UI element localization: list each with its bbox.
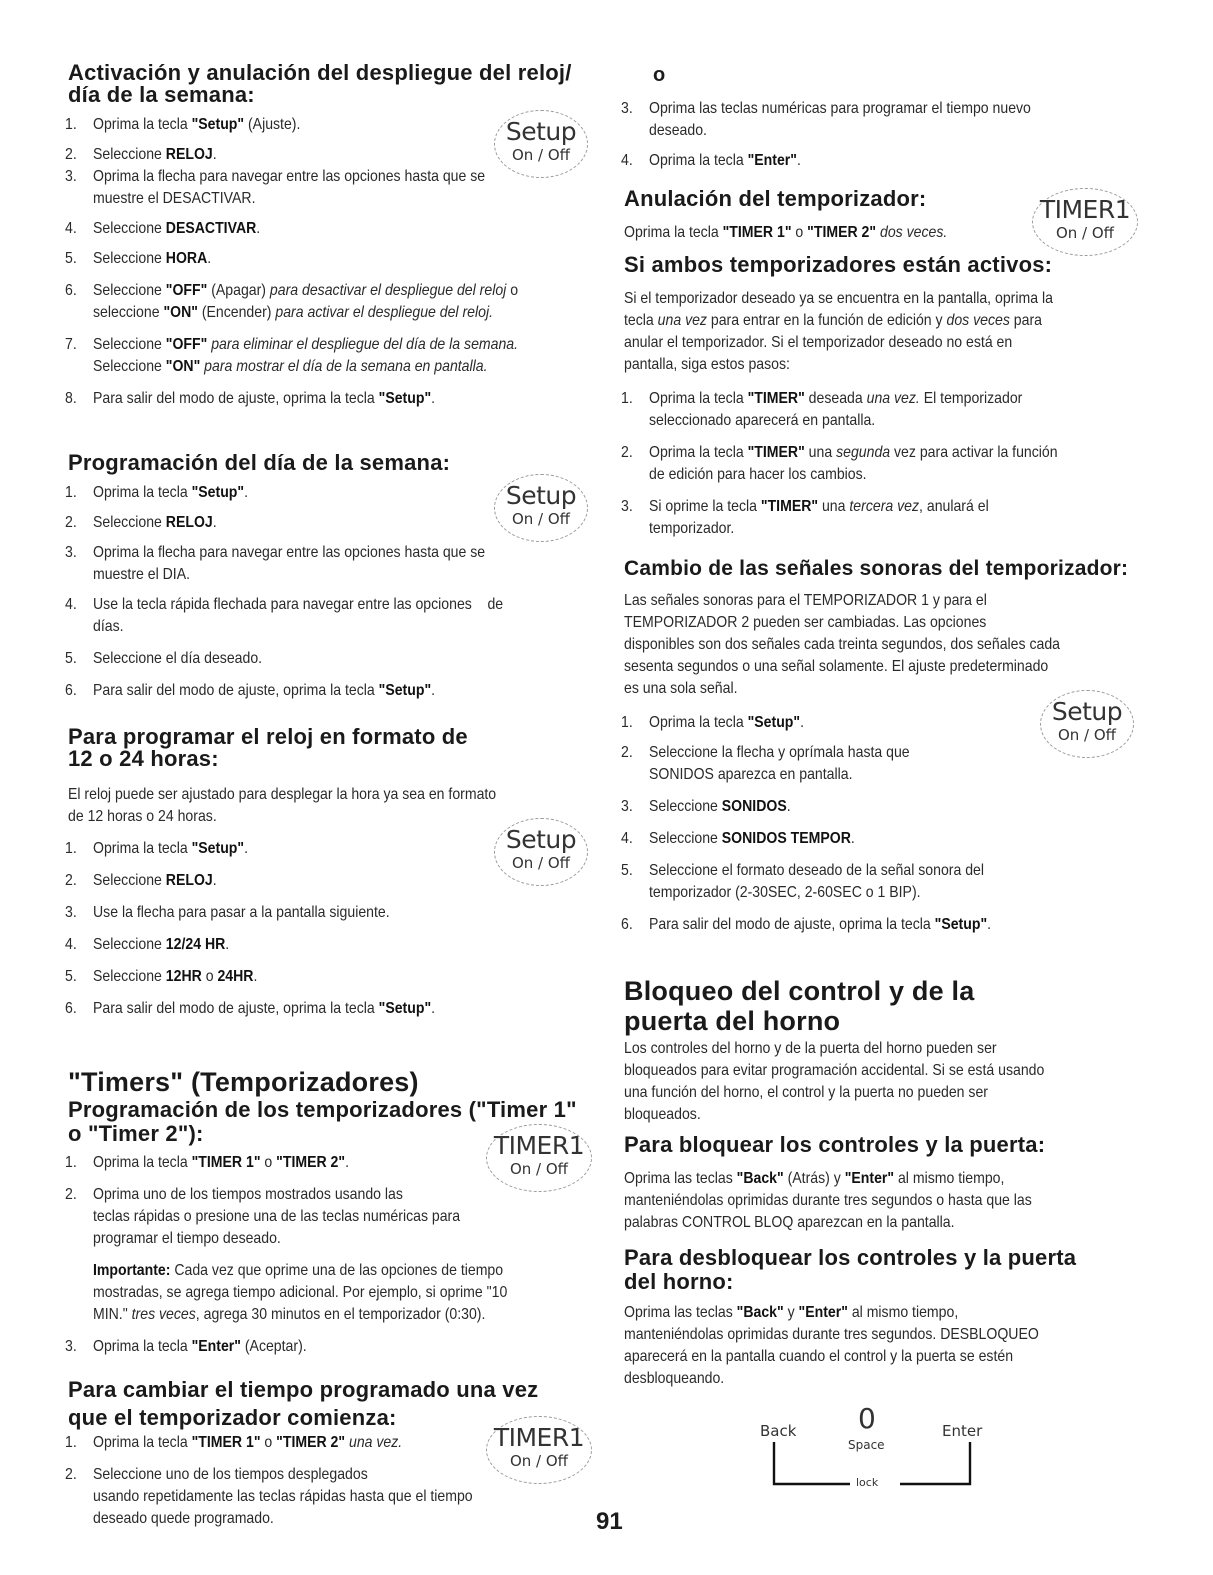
list-item-text: Seleccione el formato deseado de la señal sonora del temporizador (2-30SEC, 2-60SEC o 1 BIP). [649,862,985,901]
list-item-number: 1. [65,840,77,857]
heading-cancel-timer: Anulación del temporizador: [624,186,927,211]
list-item-number: 2. [65,1466,77,1483]
lock-key-label: lock [856,1476,879,1489]
stray-o-text: o [653,64,666,86]
lock-bracket-lines [772,1438,972,1488]
heading-12-24-format: Para programar el reloj en formato de 12 o 24 horas: [68,724,468,771]
list-item-number: 7. [65,336,77,353]
text-lock-controls: Oprima las teclas "Back" (Atrás) y "Enter" al mismo tiempo, manteniéndolas oprimidas durante tres segundos o hasta que las palabras CONTROL BLOQ aparezcan en la pantalla. [624,1170,1032,1231]
list-item-text: Seleccione RELOJ. [93,146,217,163]
list-item-number: 3. [65,1338,77,1355]
heading-unlock-controls: Para desbloquear los controles y la puerta del horno: [624,1245,1077,1294]
back-key-label: Back [760,1422,797,1440]
list-item-text: Si oprime la tecla "TIMER" una tercera vez, anulará el temporizador. [649,498,989,537]
list-item-text: Oprima la tecla "TIMER 1" o "TIMER 2". [93,1154,349,1171]
list-item-text: Oprima la tecla "Enter" (Aceptar). [93,1338,307,1355]
list-item-number: 1. [65,484,77,501]
list-item-text: Para salir del modo de ajuste, oprima la tecla "Setup". [93,1000,436,1017]
heading-both-timers: Si ambos temporizadores están activos: [624,252,1053,277]
list-item-text: Seleccione la flecha y oprímala hasta que SONIDOS aparezca en pantalla. [649,744,910,783]
list-item-text: Oprima la tecla "Setup". [93,484,248,501]
setup-button-illustration: Setup On / Off [494,110,588,178]
list-item-text: Seleccione SONIDOS. [649,798,791,815]
heading-timer-programming: Programación de los temporizadores ("Timer 1" o "Timer 2"): [68,1097,577,1146]
space-key-label: Space [848,1438,885,1452]
list-item-number: 4. [65,936,77,953]
list-item-number: 2. [621,744,633,761]
list-item-number: 2. [65,514,77,531]
list-item-number: 2. [65,1186,77,1203]
list-item-number: 3. [65,544,77,561]
list-item-number: 3. [621,798,633,815]
list-item-text: Oprima la tecla "TIMER" una segunda vez para activar la función de edición para hacer los cambios. [649,444,1058,483]
list-item-number: 8. [65,390,77,407]
list-item-number: 3. [65,904,77,921]
text-cancel-timer: Oprima la tecla "TIMER 1" o "TIMER 2" dos veces. [624,224,948,241]
list-item-number: 5. [621,862,633,879]
list-item-number: 5. [65,650,77,667]
heading-timer-sounds: Cambio de las señales sonoras del temporizador: [624,557,1129,580]
setup-button-illustration: Setup On / Off [494,818,588,886]
timer-button-illustration: TIMER1 On / Off [486,1124,592,1192]
heading-change-timer: Para cambiar el tiempo programado una vez que el temporizador comienza: [68,1377,539,1430]
list-item-number: 1. [65,1154,77,1171]
list-item-number: 5. [65,968,77,985]
list-item-text: Seleccione DESACTIVAR. [93,220,261,237]
zero-key-label: 0 [858,1402,876,1435]
list-item-number: 2. [621,444,633,461]
list-item-number: 1. [65,116,77,133]
list-item-text: Para salir del modo de ajuste, oprima la tecla "Setup". [93,682,436,699]
list-item-number: 6. [65,282,77,299]
list-item-number: 4. [621,152,633,169]
list-item-number: 1. [65,1434,77,1451]
heading-lock-oven: Bloqueo del control y de la puerta del horno [624,976,975,1036]
page-number: 91 [596,1508,623,1535]
list-item-text: Seleccione RELOJ. [93,872,217,889]
list-item-text: Oprima la tecla "TIMER 1" o "TIMER 2" una vez. [93,1434,403,1451]
list-item-number: 3. [621,100,633,117]
list-item-number: 4. [65,220,77,237]
heading-lock-controls: Para bloquear los controles y la puerta: [624,1132,1046,1157]
list-item-number: 6. [621,916,633,933]
list-item-text: Para salir del modo de ajuste, oprima la tecla "Setup". [649,916,992,933]
list-item-number: 2. [65,872,77,889]
list-item-text: Seleccione SONIDOS TEMPOR. [649,830,855,847]
text-timer-sounds-intro: Las señales sonoras para el TEMPORIZADOR 1 y para el TEMPORIZADOR 2 pueden ser cambiadas. Las opciones disponibles son dos señales cada treinta segundos, dos señales cada sesenta segundos o una señal solamente. El ajuste predeterminado es una sola señal. [624,592,1060,697]
enter-key-label: Enter [942,1422,983,1440]
list-item-number: 3. [65,168,77,185]
list-item-text: Seleccione 12HR o 24HR. [93,968,258,985]
list-item-number: 1. [621,390,633,407]
text-unlock-controls: Oprima las teclas "Back" y "Enter" al mismo tiempo, manteniéndolas oprimidas durante tres segundos. DESBLOQUEO aparecerá en la pantalla cuando el control y la puerta se estén desbloqueando. [624,1304,1039,1387]
list-item-text: Oprima la tecla "TIMER" deseada una vez. El temporizador seleccionado aparecerá en pantalla. [649,390,1023,429]
heading-day-of-week: Programación del día de la semana: [68,450,451,475]
list-item-text: Seleccione 12/24 HR. [93,936,230,953]
list-item-number: 4. [65,596,77,613]
list-item-text: Seleccione HORA. [93,250,212,267]
setup-button-illustration: Setup On / Off [1040,690,1134,758]
list-item-text: Seleccione el día deseado. [93,650,263,667]
list-item-text: Importante: Cada vez que oprime una de las opciones de tiempo mostradas, se agrega tiempo adicional. Por ejemplo, si oprime "10 MIN." tres veces, agrega 30 minutos en el temporizador (0:30). [93,1262,508,1323]
list-item-text: Oprima la tecla "Enter". [649,152,801,169]
text-both-timers-intro: Si el temporizador deseado ya se encuentra en la pantalla, oprima la tecla una vez para entrar en la función de edición y dos veces para anular el temporizador. Si el temporizador deseado no está en pantalla, siga estos pasos: [624,290,1053,373]
list-item-text: Seleccione "OFF" (Apagar) para desactivar el despliegue del reloj o seleccione "ON" (Encender) para activar el despliegue del reloj. [93,282,519,321]
list-item-text: Use la tecla rápida flechada para navegar entre las opciones de días. [93,596,504,635]
list-item-text: Para salir del modo de ajuste, oprima la tecla "Setup". [93,390,436,407]
list-item-number: 6. [65,1000,77,1017]
timer-button-illustration: TIMER1 On / Off [1032,188,1138,256]
list-item-text: Oprima la flecha para navegar entre las opciones hasta que se muestre el DIA. [93,544,486,583]
list-item-number: 4. [621,830,633,847]
heading-timers: "Timers" (Temporizadores) [68,1067,419,1097]
list-item-number: 3. [621,498,633,515]
list-item-text: Oprima la tecla "Setup" (Ajuste). [93,116,301,133]
timer-button-illustration: TIMER1 On / Off [486,1416,592,1484]
list-item-text: Seleccione RELOJ. [93,514,217,531]
list-item-number: 5. [65,250,77,267]
text-lock-intro: Los controles del horno y de la puerta del horno pueden ser bloqueados para evitar programación accidental. Si se está usando una función del horno, el control y la puerta no pueden ser bloqueados. [624,1040,1045,1123]
list-item-text: Seleccione uno de los tiempos desplegados usando repetidamente las teclas rápidas hasta que el tiempo deseado quede programado. [93,1466,473,1527]
list-item-text: Oprima la tecla "Setup". [649,714,804,731]
heading-clock-display: Activación y anulación del despliegue del reloj/ día de la semana: [68,60,572,107]
list-item-text: Oprima la tecla "Setup". [93,840,248,857]
list-item-text: Oprima la flecha para navegar entre las opciones hasta que se muestre el DESACTIVAR. [93,168,486,207]
list-item-number: 1. [621,714,633,731]
list-item-number: 6. [65,682,77,699]
list-item-number: 2. [65,146,77,163]
list-item-text: Oprima las teclas numéricas para programar el tiempo nuevo deseado. [649,100,1031,139]
list-item-text: Oprima uno de los tiempos mostrados usando las teclas rápidas o presione una de las teclas numéricas para programar el tiempo deseado. [93,1186,461,1247]
setup-button-illustration: Setup On / Off [494,474,588,542]
list-item-text: Use la flecha para pasar a la pantalla siguiente. [93,904,390,921]
list-item-text: Seleccione "OFF" para eliminar el despliegue del día de la semana. Seleccione "ON" para mostrar el día de la semana en pantalla. [93,336,519,375]
text-12-24-intro: El reloj puede ser ajustado para desplegar la hora ya sea en formato de 12 horas o 24 horas. [68,786,497,825]
